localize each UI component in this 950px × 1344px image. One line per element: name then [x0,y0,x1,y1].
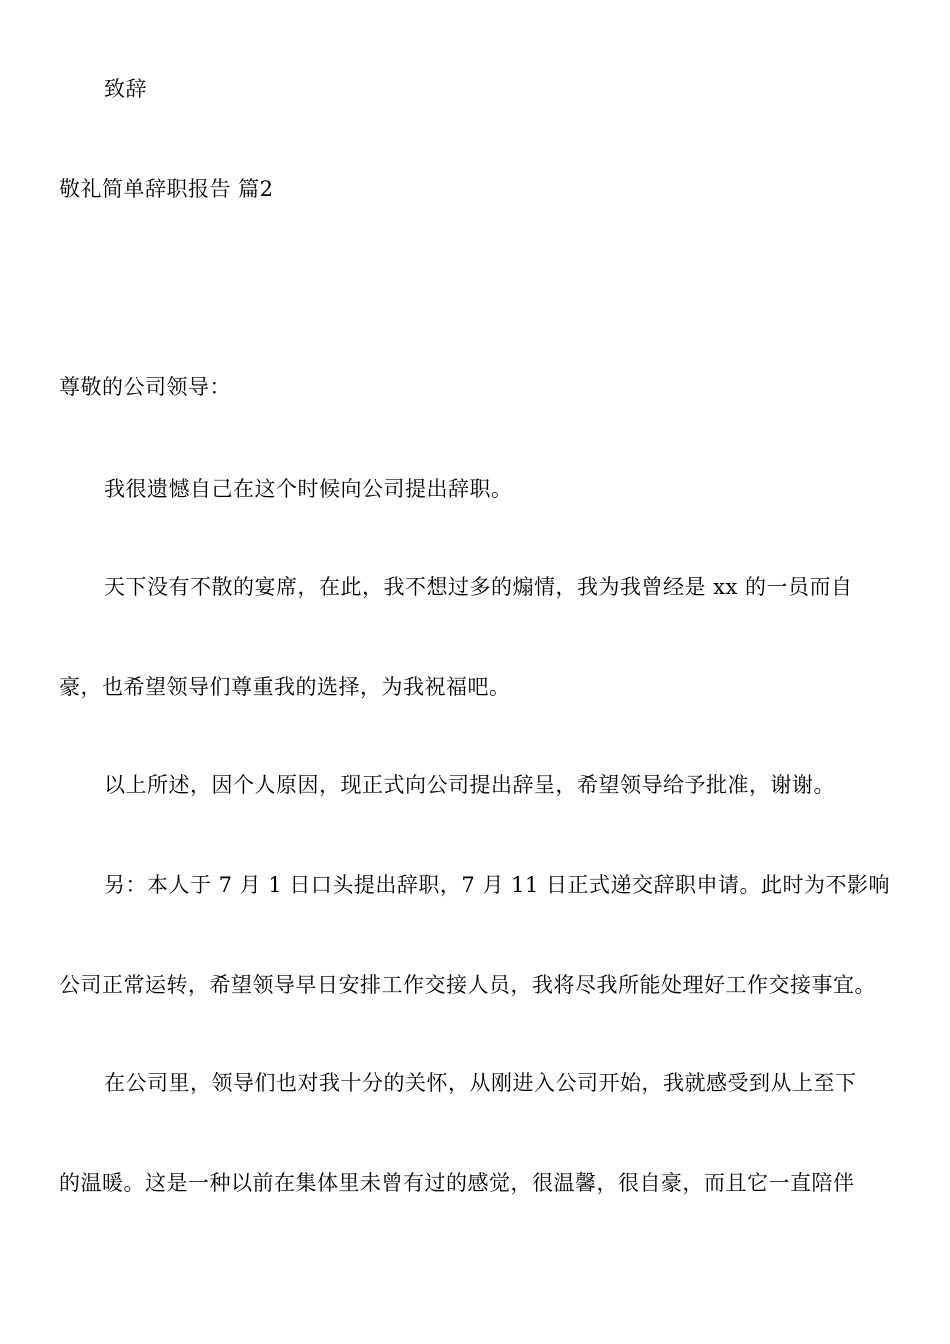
paragraph-5-line-1: 在公司里，领导们也对我十分的关怀，从刚进入公司开始，我就感受到从上至下 [104,1071,857,1095]
paragraph-2-line-2: 豪，也希望领导们尊重我的选择，为我祝福吧。 [59,675,511,699]
paragraph-4-line-2: 公司正常运转，希望领导早日安排工作交接人员，我将尽我所能处理好工作交接事宜。 [59,973,876,997]
paragraph-4-line-1: 另：本人于 7 月 1 日口头提出辞职，7 月 11 日正式递交辞职申请。此时为不影响 [104,873,891,897]
closing-text: 致辞 [104,77,147,101]
paragraph-2-line-1: 天下没有不散的宴席，在此，我不想过多的煽情，我为我曾经是 xx 的一员而自 [104,575,853,599]
salutation: 尊敬的公司领导： [59,375,231,399]
paragraph-3-line-1: 以上所述，因个人原因，现正式向公司提出辞呈，希望领导给予批准，谢谢。 [104,773,835,797]
paragraph-1-line-1: 我很遗憾自己在这个时候向公司提出辞职。 [104,477,513,501]
paragraph-5-line-2: 的温暖。这是一种以前在集体里未曾有过的感觉，很温馨，很自豪，而且它一直陪伴 [59,1171,855,1195]
section-title: 敬礼简单辞职报告 篇2 [59,177,274,201]
